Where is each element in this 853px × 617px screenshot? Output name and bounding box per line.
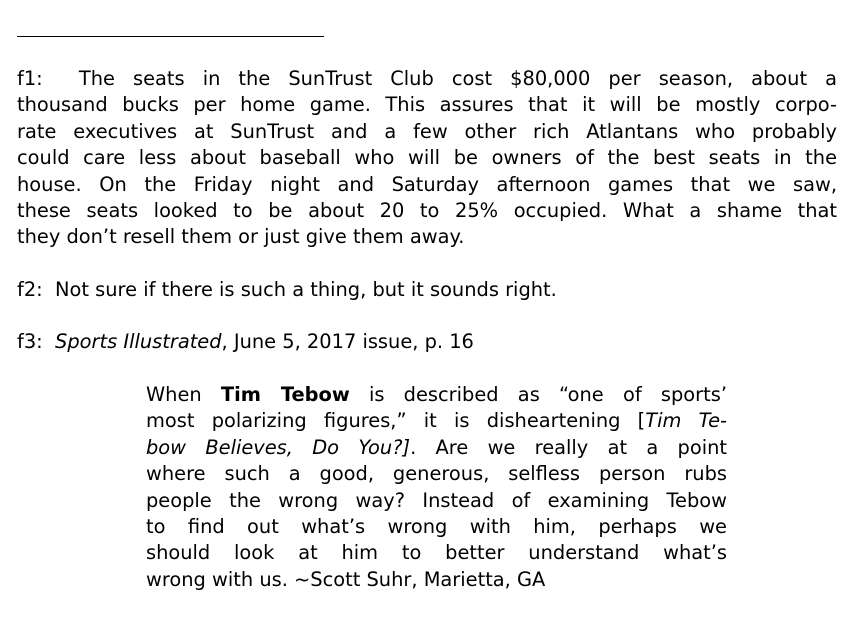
footnote-separator-rule xyxy=(17,36,324,37)
footnote-f1-label: f1: xyxy=(17,67,43,90)
quote-line-8: wrong with us. ~Scott Suhr, Marietta, GA xyxy=(146,567,546,591)
quote-line-1: When Tim Tebow is described as “one of sports’ xyxy=(146,383,727,406)
footnote-f1-line-3: rate executives at SunTrust and a few other rich Atlantans who probably xyxy=(17,119,837,143)
quoted-letter xyxy=(146,382,727,593)
footnote-f3-line xyxy=(17,329,837,355)
footnote-f1-line-4: could care less about baseball who will be owners of the best seats in the xyxy=(17,146,837,170)
footnote-f1-line-2: thousand bucks per home game. This assures that it will be mostly corpo- xyxy=(17,93,837,117)
quote-line-7: should look at him to better understand what’s xyxy=(146,541,727,565)
quote-line-4: where such a good, generous, selfless person rubs xyxy=(146,462,727,486)
footnote-f1-line-1: f1: The seats in the SunTrust Club cost $80,000 per season, about a xyxy=(17,67,838,90)
footnote-f2-label: f2: xyxy=(17,278,43,301)
footnote-f1 xyxy=(17,66,837,251)
footnote-f3-source-title: Sports Illustrated xyxy=(55,330,222,353)
quote-line-2: most polarizing figures,” it is disheartening [Tim Te- xyxy=(146,409,727,433)
footnote-f3 xyxy=(17,329,837,355)
footnote-f3-label: f3: xyxy=(17,330,43,353)
footnote-f3-source-details: , June 5, 2017 issue, p. 16 xyxy=(221,330,474,353)
quote-line-5: people the wrong way? Instead of examining Tebow xyxy=(146,488,727,512)
quote-line-3: bow Believes, Do You?]. Are we really at a point xyxy=(146,435,727,459)
footnote-f2-text: Not sure if there is such a thing, but it sounds right. xyxy=(55,278,557,301)
quote-line-6: to find out what’s wrong with him, perhaps we xyxy=(146,515,727,539)
footnote-f1-line-5: house. On the Friday night and Saturday afternoon games that we saw, xyxy=(17,172,837,196)
footnote-f2-line xyxy=(17,277,837,303)
footnote-f1-line-6: these seats looked to be about 20 to 25% occupied. What a shame that xyxy=(17,199,837,223)
quote-article-title-part-2: bow Believes, Do You?] xyxy=(146,435,411,459)
footnote-f1-line-7: they don’t resell them or just give them away. xyxy=(17,225,465,249)
quote-name-emphasis: Tim Tebow xyxy=(220,383,350,406)
footnote-f2 xyxy=(17,277,837,303)
quote-article-title-part-1: Tim Te- xyxy=(645,409,727,433)
